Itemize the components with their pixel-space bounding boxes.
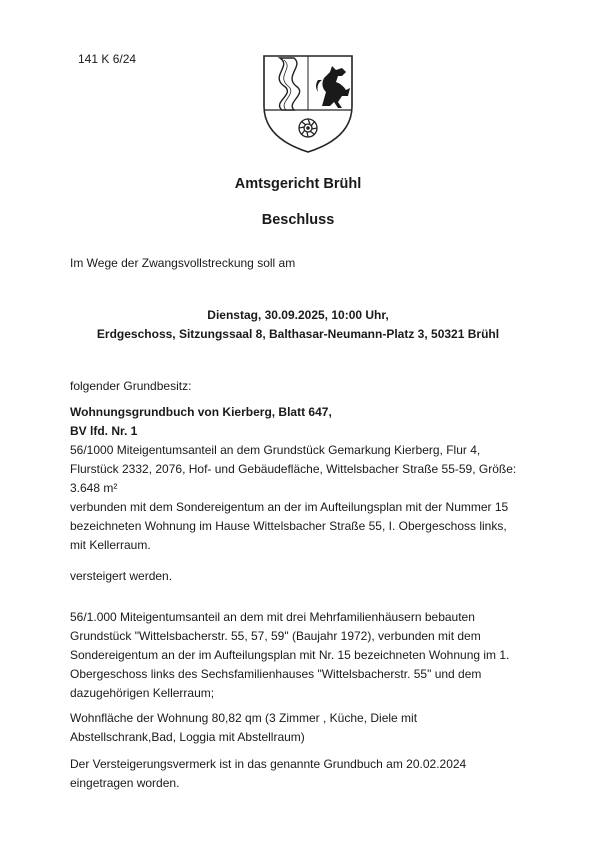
description-line: 3.648 m²	[70, 481, 118, 495]
share-line: Obergeschoss links des Sechsfamilienhauses "Wittelsbacherstr. 55" und dem	[70, 667, 482, 681]
document-title: Beschluss	[261, 212, 335, 228]
bv-number: BV lfd. Nr. 1	[70, 424, 138, 438]
land-register: Wohnungsgrundbuch von Kierberg, Blatt 647,	[70, 405, 332, 419]
nrw-coat-of-arms-icon	[258, 48, 358, 156]
description-line: 56/1000 Miteigentumsanteil an dem Grundstück Gemarkung Kierberg, Flur 4,	[70, 443, 481, 457]
share-line: Sondereigentum an der im Aufteilungsplan mit Nr. 15 bezeichneten Wohnung im 1.	[70, 648, 510, 662]
property-block	[70, 403, 540, 555]
description-line: Flurstück 2332, 2076, Hof- und Gebäudefläche, Wittelsbacher Straße 55-59, Größe:	[70, 462, 517, 476]
register-note	[70, 755, 540, 793]
living-space	[70, 709, 540, 747]
share-line: 56/1.000 Miteigentumsanteil an dem mit drei Mehrfamilienhäusern bebauten	[70, 610, 475, 624]
living-space-line: Abstellschrank,Bad, Loggia mit Abstellraum)	[70, 730, 305, 744]
description-line: verbunden mit dem Sondereigentum an der im Aufteilungsplan mit der Nummer 15	[70, 500, 509, 514]
register-note-line: Der Versteigerungsvermerk ist in das genannte Grundbuch am 20.02.2024	[70, 757, 467, 771]
share-details	[70, 608, 540, 703]
share-line: Grundstück "Wittelsbacherstr. 55, 57, 59" (Baujahr 1972), verbunden mit dem	[70, 629, 481, 643]
description-line: mit Kellerraum.	[70, 538, 151, 552]
property-intro: folgender Grundbesitz:	[70, 379, 192, 393]
appointment-date: Dienstag, 30.09.2025, 10:00 Uhr,	[207, 308, 389, 322]
register-note-line: eingetragen worden.	[70, 776, 180, 790]
description-line: bezeichneten Wohnung im Hause Wittelsbacher Straße 55, I. Obergeschoss links,	[70, 519, 507, 533]
share-line: dazugehörigen Kellerraum;	[70, 686, 215, 700]
court-name: Amtsgericht Brühl	[234, 176, 362, 192]
auction-phrase: versteigert werden.	[70, 569, 173, 583]
case-number: 141 K 6/24	[78, 52, 137, 66]
appointment-location: Erdgeschoss, Sitzungssaal 8, Balthasar-Neumann-Platz 3, 50321 Brühl	[96, 327, 500, 341]
living-space-line: Wohnfläche der Wohnung 80,82 qm (3 Zimmer , Küche, Diele mit	[70, 711, 418, 725]
intro-text: Im Wege der Zwangsvollstreckung soll am	[70, 256, 296, 270]
